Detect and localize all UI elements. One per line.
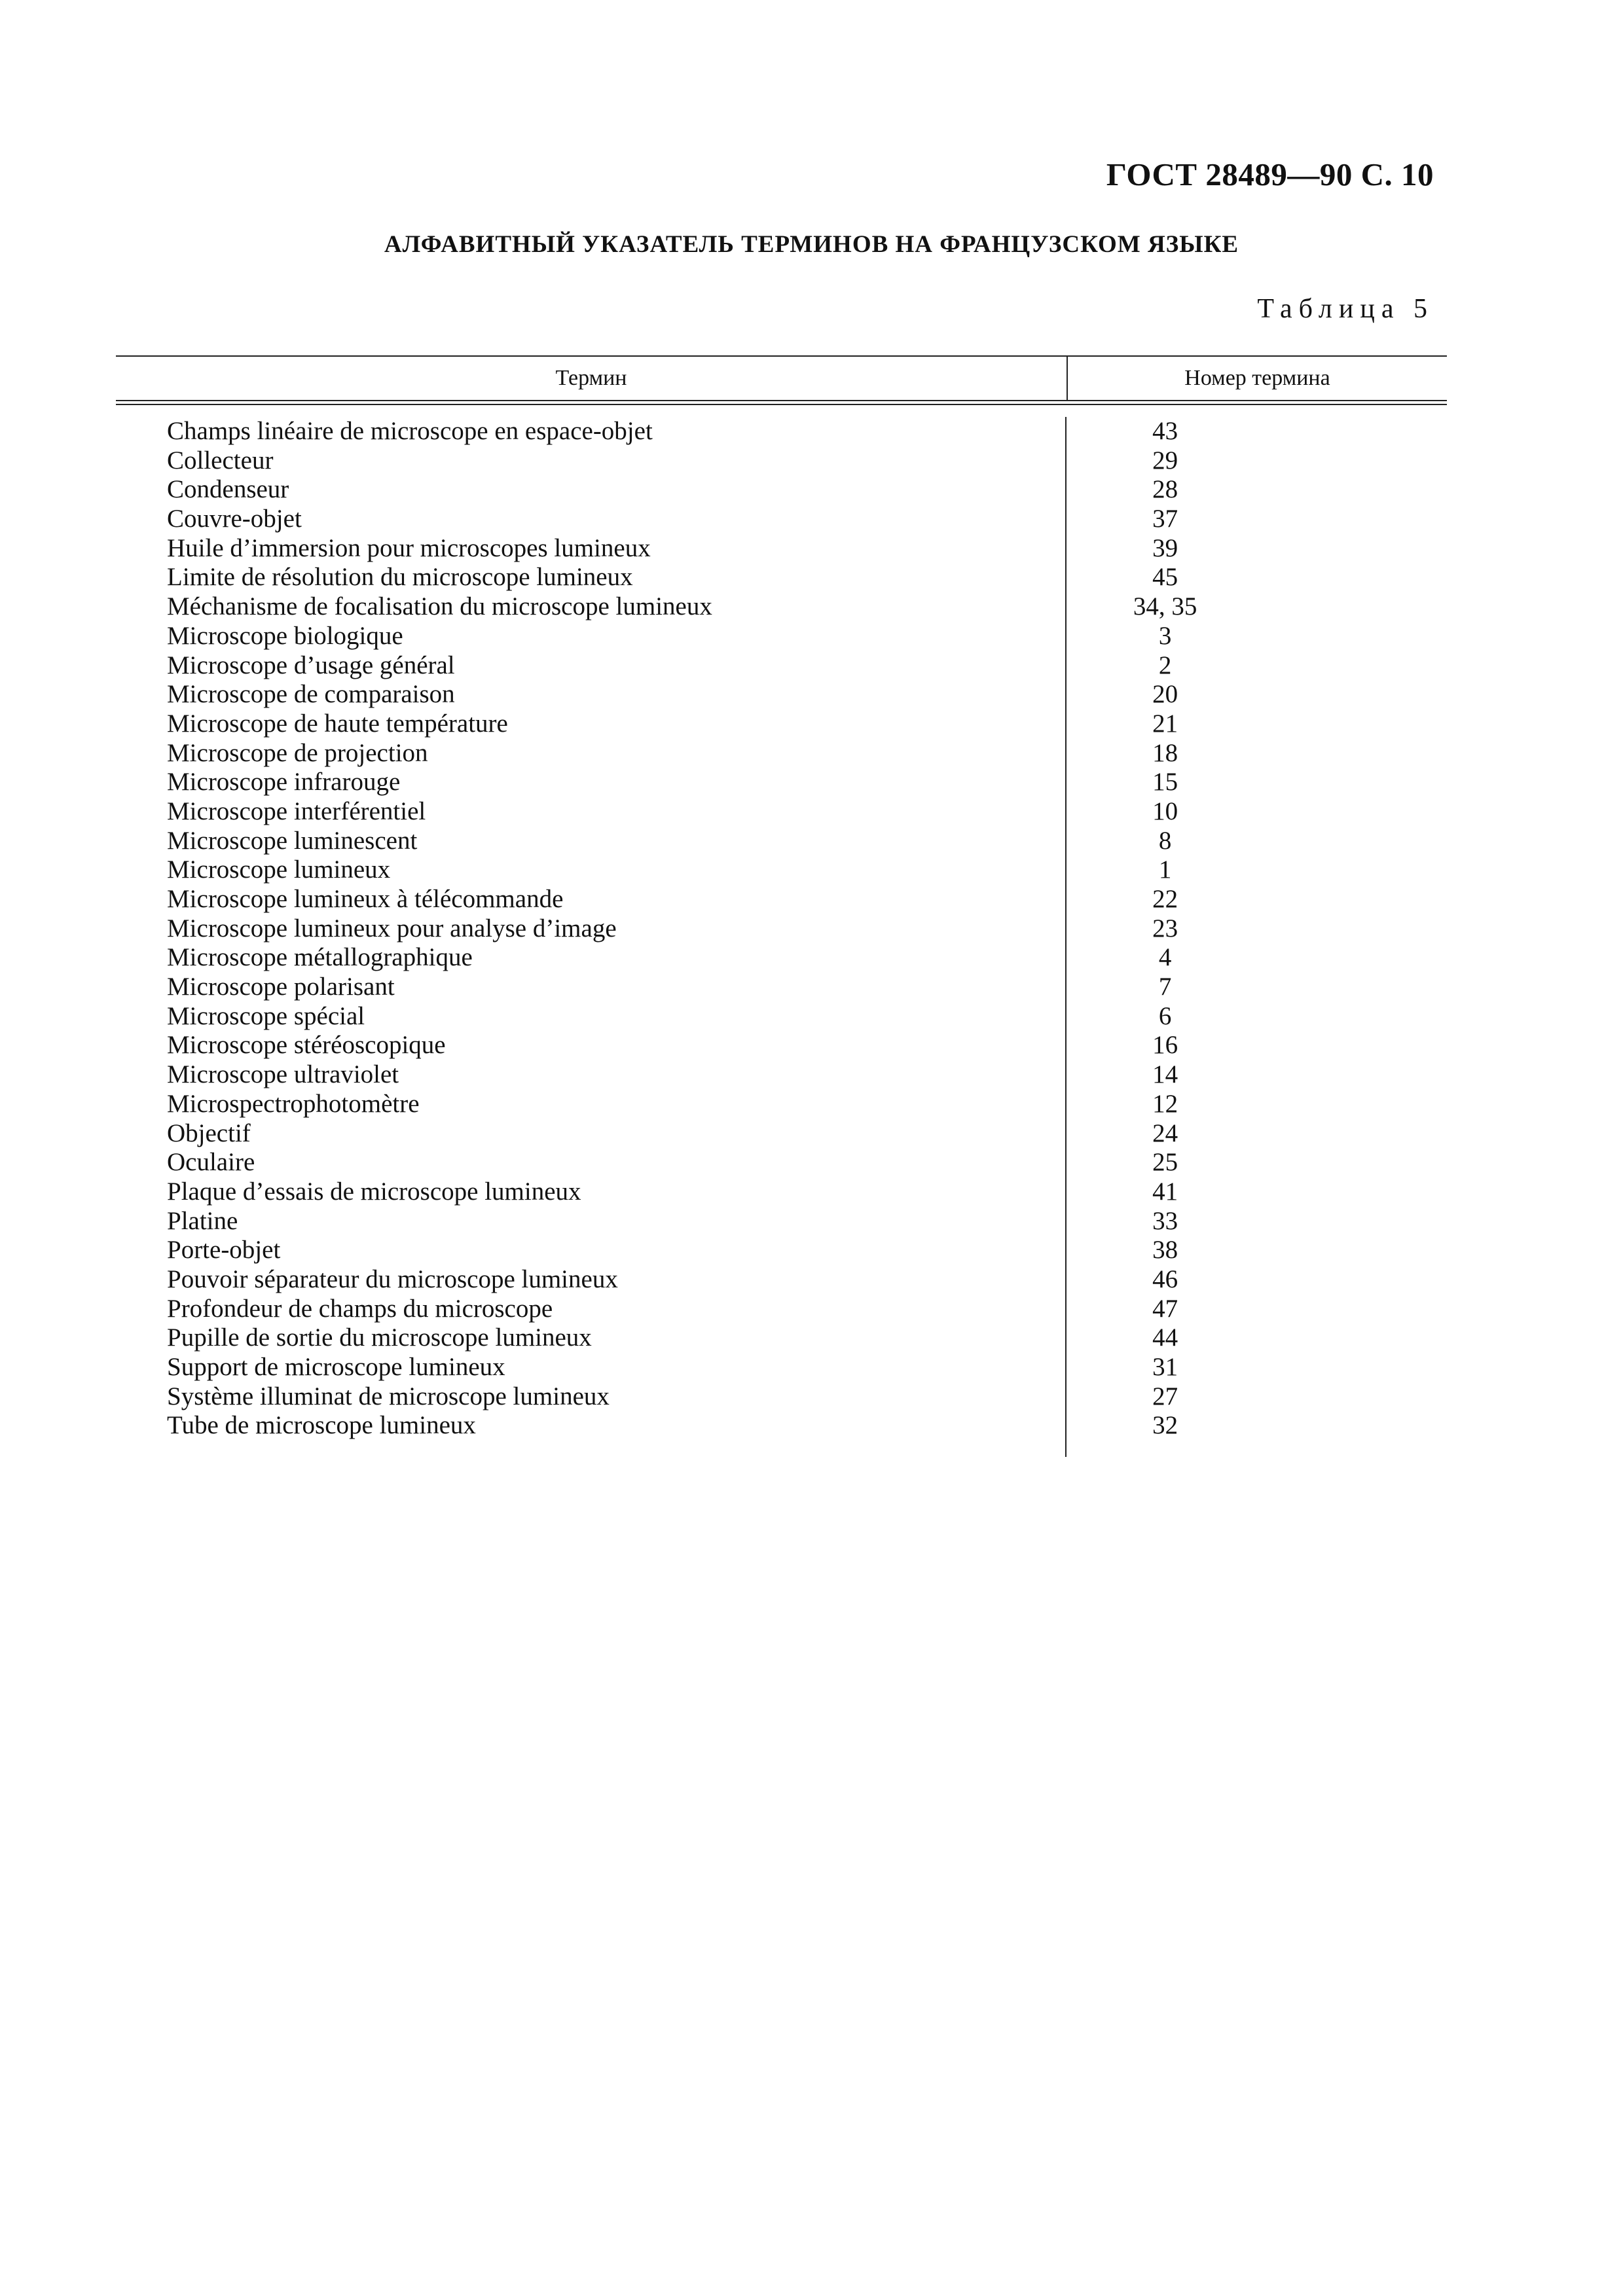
table-row [116, 1236, 1447, 1265]
table-row [116, 739, 1447, 768]
term-number-cell: 15 [1152, 768, 1178, 797]
table-row [116, 1207, 1447, 1236]
term-number-cell: 34, 35 [1133, 592, 1197, 621]
term-cell: Microscope de comparaison [116, 680, 1067, 709]
term-number-cell: 39 [1152, 533, 1178, 562]
document-title [0, 230, 1623, 259]
table-row [116, 592, 1447, 622]
term-cell: Huile d’immersion pour microscopes lumineux [116, 534, 1067, 564]
term-cell: Objectif [116, 1119, 1067, 1149]
table-header-rule [116, 400, 1447, 405]
term-number-cell: 27 [1152, 1382, 1178, 1410]
term-number-cell: 45 [1152, 563, 1178, 592]
term-number-cell: 14 [1152, 1060, 1178, 1089]
term-number-cell: 16 [1152, 1031, 1178, 1060]
term-cell: Collecteur [116, 446, 1067, 476]
term-cell: Microscope de haute température [116, 709, 1067, 739]
term-cell: Microscope luminescent [116, 827, 1067, 856]
term-number-cell: 2 [1158, 651, 1172, 679]
table-row [116, 1002, 1447, 1031]
term-number-cell: 20 [1152, 680, 1178, 709]
table-row [116, 768, 1447, 797]
term-cell: Microscope lumineux [116, 855, 1067, 885]
table-row [116, 1411, 1447, 1441]
term-cell: Pouvoir séparateur du microscope lumineux [116, 1265, 1067, 1295]
term-cell: Méchanisme de focalisation du microscope lumineux [116, 592, 1067, 622]
table-row [116, 709, 1447, 739]
table-row [116, 1265, 1447, 1295]
term-cell: Microscope ultraviolet [116, 1060, 1067, 1090]
table-row [116, 855, 1447, 885]
table-row [116, 505, 1447, 534]
term-number-cell: 22 [1152, 885, 1178, 913]
term-number-cell: 21 [1152, 709, 1178, 738]
table-header-row [116, 357, 1447, 400]
term-cell: Microscope infrarouge [116, 768, 1067, 797]
term-number-cell: 29 [1152, 446, 1178, 475]
table-row [116, 417, 1447, 446]
term-number-cell: 37 [1152, 505, 1178, 533]
term-cell: Microscope polarisant [116, 973, 1067, 1002]
term-number-cell: 38 [1152, 1236, 1178, 1265]
term-cell: Porte-objet [116, 1236, 1067, 1265]
term-cell: Microscope spécial [116, 1002, 1067, 1031]
term-number-cell: 12 [1152, 1089, 1178, 1118]
term-cell: Support de microscope lumineux [116, 1353, 1067, 1382]
term-number-cell: 23 [1152, 914, 1178, 942]
page-header: ГОСТ 28489—90 С. 10 [1106, 156, 1434, 192]
term-number-cell: 18 [1152, 738, 1178, 767]
table-row [116, 446, 1447, 476]
table-caption: Таблица 5 [1257, 294, 1434, 324]
term-cell: Microspectrophotomètre [116, 1090, 1067, 1119]
term-cell: Platine [116, 1207, 1067, 1236]
term-cell: Système illuminat de microscope lumineux [116, 1382, 1067, 1412]
table-row [116, 1323, 1447, 1353]
table-row [116, 1353, 1447, 1382]
term-number-cell: 3 [1158, 621, 1172, 650]
table-row [116, 885, 1447, 914]
term-cell: Microscope lumineux pour analyse d’image [116, 914, 1067, 944]
term-cell: Microscope de projection [116, 739, 1067, 768]
table-row [116, 797, 1447, 827]
term-number-cell: 31 [1152, 1353, 1178, 1381]
table-row [116, 943, 1447, 973]
term-number-cell: 8 [1158, 826, 1172, 855]
term-number-cell: 43 [1152, 417, 1178, 445]
term-number-cell: 41 [1152, 1177, 1178, 1206]
table-row [116, 651, 1447, 681]
term-cell: Pupille de sortie du microscope lumineux [116, 1323, 1067, 1353]
table-row [116, 1119, 1447, 1149]
term-number-cell: 6 [1158, 1001, 1172, 1030]
term-cell: Microscope stéréoscopique [116, 1031, 1067, 1060]
table-row [116, 680, 1447, 709]
term-cell: Microscope interférentiel [116, 797, 1067, 827]
table-row [116, 475, 1447, 505]
table-row [116, 973, 1447, 1002]
table-row [116, 1148, 1447, 1177]
term-cell: Microscope métallographique [116, 943, 1067, 973]
table-row [116, 914, 1447, 944]
term-number-cell: 7 [1158, 973, 1172, 1001]
terms-table [116, 355, 1447, 1441]
term-cell: Microscope d’usage général [116, 651, 1067, 681]
term-cell: Limite de résolution du microscope lumineux [116, 563, 1067, 592]
term-cell: Condenseur [116, 475, 1067, 505]
table-row [116, 1382, 1447, 1412]
term-cell: Tube de microscope lumineux [116, 1411, 1067, 1457]
document-title-text: АЛФАВИТНЫЙ УКАЗАТЕЛЬ ТЕРМИНОВ НА ФРАНЦУЗСКОМ ЯЗЫКЕ [384, 231, 1239, 258]
term-number-cell: 33 [1152, 1206, 1178, 1235]
term-cell: Microscope lumineux à télécommande [116, 885, 1067, 914]
table-row [116, 1295, 1447, 1324]
term-number-cell: 44 [1152, 1323, 1178, 1352]
table-row [116, 1177, 1447, 1207]
table-body [116, 405, 1447, 1441]
term-number-cell: 47 [1152, 1294, 1178, 1323]
column-header-number: Номер термина [1184, 366, 1330, 390]
term-number-cell: 10 [1152, 797, 1178, 825]
term-number-cell: 25 [1152, 1148, 1178, 1177]
table-row [116, 563, 1447, 592]
term-number-cell: 1 [1158, 855, 1172, 884]
term-cell: Champs linéaire de microscope en espace-objet [116, 417, 1067, 446]
term-cell: Profondeur de champs du microscope [116, 1295, 1067, 1324]
table-row [116, 1031, 1447, 1060]
term-number-cell: 28 [1152, 475, 1178, 504]
term-number-cell: 24 [1152, 1119, 1178, 1147]
term-cell: Couvre-objet [116, 505, 1067, 534]
table-row [116, 1090, 1447, 1119]
table-row [116, 622, 1447, 651]
term-number-cell: 46 [1152, 1265, 1178, 1293]
table-row [116, 534, 1447, 564]
term-cell: Plaque d’essais de microscope lumineux [116, 1177, 1067, 1207]
table-row [116, 827, 1447, 856]
term-number-cell: 4 [1158, 943, 1172, 972]
term-cell: Oculaire [116, 1148, 1067, 1177]
term-cell: Microscope biologique [116, 622, 1067, 651]
table-row [116, 1060, 1447, 1090]
term-number-cell: 32 [1152, 1411, 1178, 1440]
column-header-term: Термин [116, 357, 1068, 400]
